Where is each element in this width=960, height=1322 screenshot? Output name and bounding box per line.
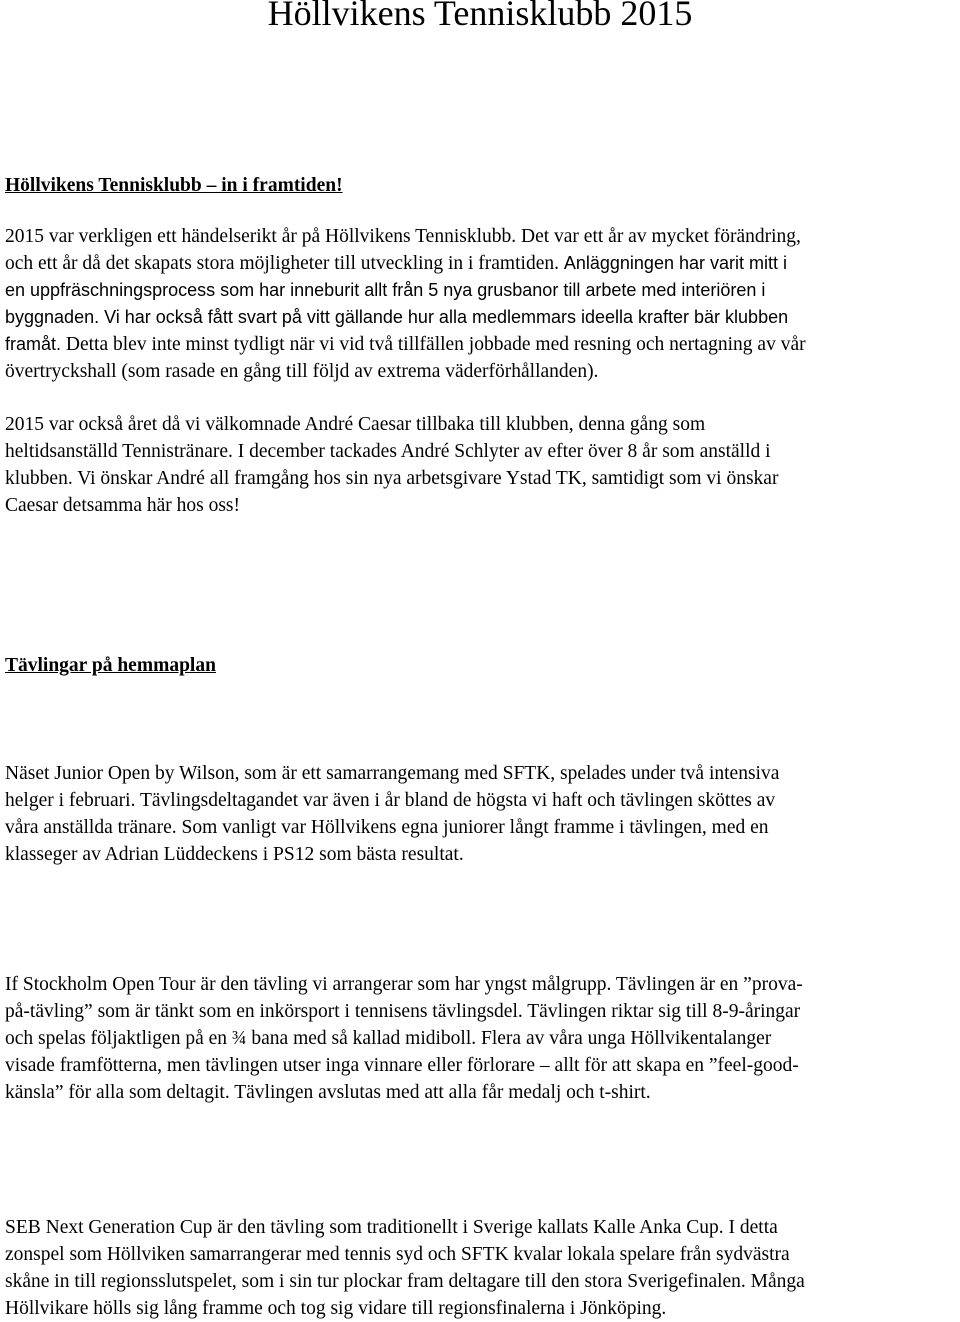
paragraph-stockholm-open-tour [5,971,955,1106]
paragraph-line: helger i februari. Tävlingsdeltagandet var även i år bland de högsta vi haft och tävlingen sköttes av [5,790,776,811]
paragraph-line: klubben. Vi önskar André all framgång hos sin nya arbetsgivare Ystad TK, samtidigt som vi önskar [5,468,779,489]
section-heading-competitions: Tävlingar på hemmaplan [5,655,216,676]
paragraph-line [5,250,955,277]
paragraph-line: och spelas följaktligen på en ¾ bana med så kallad midiboll. Flera av våra unga Höllvikentalanger [5,1028,772,1049]
text-segment: Detta blev inte minst tydligt när vi vid två tillfällen jobbade med resning och nertagning av vår [65,334,806,355]
paragraph-line: en uppfräschningsprocess som har inneburit allt från 5 nya grusbanor till arbete med interiören i [5,280,766,300]
paragraph-line: på-tävling” som är tänkt som en inkörsport i tennisens tävlingsdel. Tävlingen riktar sig till 8-9-åringar [5,1001,801,1022]
paragraph-naset-junior-open [5,760,955,868]
paragraph-staff [5,411,955,519]
paragraph-line: Höllvikare hölls sig lång framme och tog sig vidare till regionsfinalerna i Jönköping. [5,1298,667,1319]
text-segment: framåt. [5,334,62,354]
paragraph-line: If Stockholm Open Tour är den tävling vi arrangerar som har yngst målgrupp. Tävlingen är en ”prova- [5,974,803,995]
paragraph-line: visade framfötterna, men tävlingen utser inga vinnare eller förlorare – allt för att skapa en ”feel-good- [5,1055,799,1076]
paragraph-line: zonspel som Höllviken samarrangerar med tennis syd och SFTK kvalar lokala spelare från sydvästra [5,1244,790,1265]
paragraph-line: våra anställda tränare. Som vanligt var Höllvikens egna juniorer långt framme i tävlingen, med en [5,817,769,838]
paragraph-line: klasseger av Adrian Lüddeckens i PS12 som bästa resultat. [5,844,464,865]
paragraph-line: byggnaden. Vi har också fått svart på vitt gällande hur alla medlemmars ideella krafter bär klubben [5,307,789,327]
paragraph-line: Näset Junior Open by Wilson, som är ett samarrangemang med SFTK, spelades under två intensiva [5,763,780,784]
document-title: Höllvikens Tennisklubb 2015 [267,0,693,33]
section-heading-future: Höllvikens Tennisklubb – in i framtiden! [5,175,343,196]
paragraph-line: känsla” för alla som deltagit. Tävlingen avslutas med att alla får medalj och t-shirt. [5,1082,651,1103]
paragraph-line: Caesar detsamma här hos oss! [5,495,241,516]
paragraph-intro [5,223,955,385]
paragraph-line: 2015 var verkligen ett händelserikt år på Höllvikens Tennisklubb. Det var ett år av mycket förändring, [5,226,801,247]
paragraph-line: heltidsanställd Tennistränare. I december tackades André Schlyter av efter över 8 år som anställd i [5,441,771,462]
text-segment: Anläggningen har varit mitt i [563,253,787,273]
text-segment: och ett år då det skapats stora möjligheter till utveckling in i framtiden. [5,253,559,274]
paragraph-seb-next-generation-cup [5,1214,955,1322]
paragraph-line: övertryckshall (som rasade en gång till följd av extrema väderförhållanden). [5,361,599,382]
paragraph-line: skåne in till regionsslutspelet, som i sin tur plockar fram deltagare till den stora Sverigefinalen. Många [5,1271,805,1292]
paragraph-line [5,331,955,358]
paragraph-line: 2015 var också året då vi välkomnade André Caesar tillbaka till klubben, denna gång som [5,414,706,435]
paragraph-line: SEB Next Generation Cup är den tävling som traditionellt i Sverige kallats Kalle Anka Cup. I detta [5,1217,778,1238]
